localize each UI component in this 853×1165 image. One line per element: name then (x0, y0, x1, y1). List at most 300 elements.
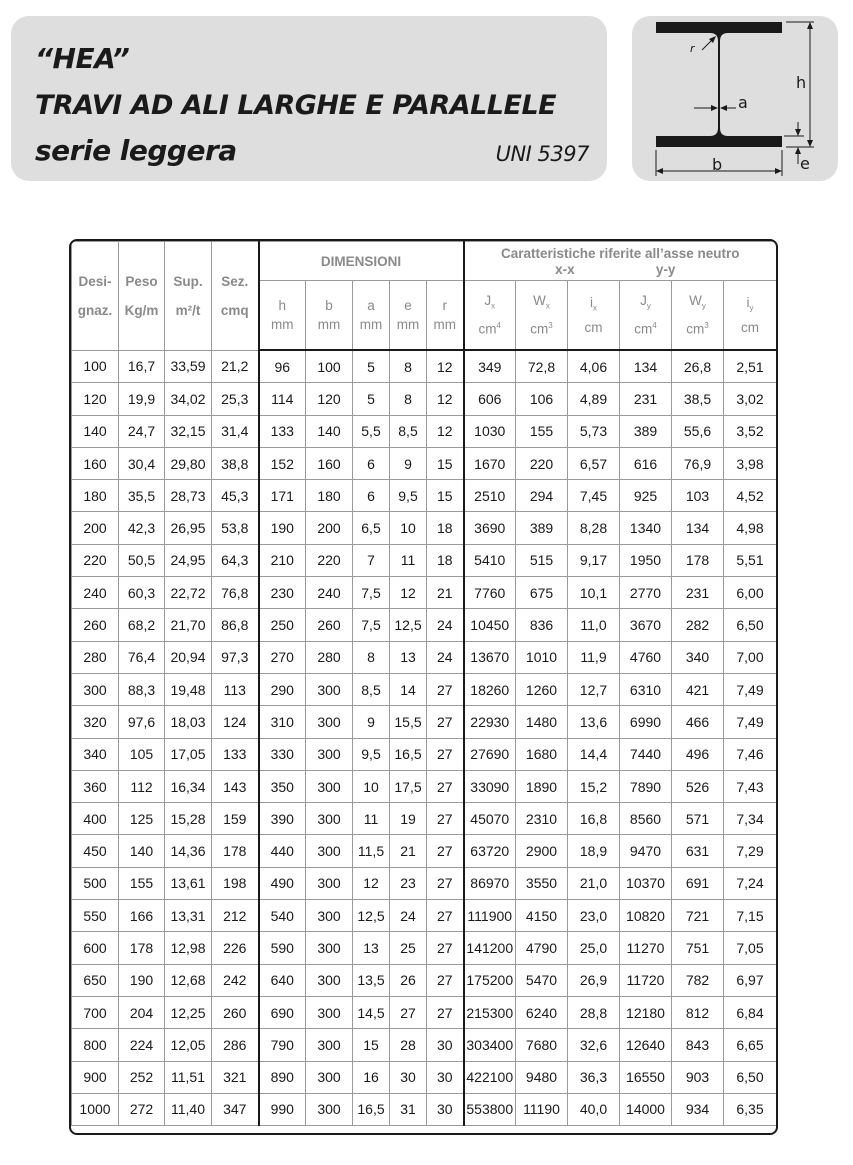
table-cell: 496 (672, 738, 724, 770)
table-cell: 300 (72, 673, 119, 705)
table-cell: 76,9 (672, 447, 724, 479)
table-cell: 6240 (516, 996, 568, 1028)
table-cell: 3,98 (724, 447, 777, 479)
table-cell: 540 (259, 900, 306, 932)
table-cell: 178 (212, 835, 259, 867)
table-cell: 7,49 (724, 673, 777, 705)
table-cell: 11,51 (165, 1061, 212, 1093)
table-cell: 5470 (516, 964, 568, 996)
title-panel (11, 16, 607, 181)
table-cell: 24,95 (165, 544, 212, 576)
table-cell: 1010 (516, 641, 568, 673)
table-cell: 7,24 (724, 867, 777, 899)
table-cell: 50,5 (119, 544, 165, 576)
table-cell: 18 (427, 512, 464, 544)
table-cell: 421 (672, 673, 724, 705)
table-cell: 27 (427, 867, 464, 899)
table-cell: 12,98 (165, 932, 212, 964)
table-cell: 4790 (516, 932, 568, 964)
table-cell: 2770 (620, 577, 672, 609)
table-cell: 300 (306, 706, 353, 738)
table-cell: 18260 (464, 673, 516, 705)
table-cell: 330 (259, 738, 306, 770)
table-cell: 140 (72, 415, 119, 447)
table-cell: 12,25 (165, 996, 212, 1028)
table-row (72, 1029, 777, 1061)
table-cell: 23,0 (568, 900, 620, 932)
table-cell: 782 (672, 964, 724, 996)
table-cell: 12,68 (165, 964, 212, 996)
table-row (72, 544, 777, 576)
table-cell: 230 (259, 577, 306, 609)
table-cell: 640 (259, 964, 306, 996)
table-cell: 14000 (620, 1093, 672, 1125)
table-row (72, 867, 777, 899)
table-cell: 15,28 (165, 803, 212, 835)
table-cell: 16,8 (568, 803, 620, 835)
table-cell: 700 (72, 996, 119, 1028)
table-cell: 300 (306, 964, 353, 996)
table-cell: 12,5 (390, 609, 427, 641)
table-cell: 571 (672, 803, 724, 835)
table-row (72, 738, 777, 770)
table-cell: 1890 (516, 770, 568, 802)
table-cell: 120 (306, 383, 353, 415)
table-cell: 26,8 (672, 350, 724, 383)
table-cell: 30 (427, 1061, 464, 1093)
table-cell: 3,52 (724, 415, 777, 447)
table-cell: 53,8 (212, 512, 259, 544)
table-cell: 11 (390, 544, 427, 576)
table-cell: 6,97 (724, 964, 777, 996)
table-cell: 30,4 (119, 447, 165, 479)
table-cell: 220 (306, 544, 353, 576)
table-cell: 23 (390, 867, 427, 899)
table-cell: 45070 (464, 803, 516, 835)
table-cell: 140 (119, 835, 165, 867)
profile-table-container (69, 239, 778, 1135)
table-cell: 250 (259, 609, 306, 641)
table-cell: 6,35 (724, 1093, 777, 1125)
table-cell: 515 (516, 544, 568, 576)
col-wx-header: $W_x$ $cm^3$ (516, 281, 568, 351)
table-cell: 42,3 (119, 512, 165, 544)
table-cell: 155 (119, 867, 165, 899)
table-cell: 190 (119, 964, 165, 996)
table-cell: 106 (516, 383, 568, 415)
table-cell: 280 (306, 641, 353, 673)
table-cell: 27690 (464, 738, 516, 770)
table-cell: 10 (353, 770, 390, 802)
table-cell: 32,6 (568, 1029, 620, 1061)
title-line-1: “HEA” (35, 42, 130, 75)
table-cell: 350 (259, 770, 306, 802)
table-cell: 5,5 (353, 415, 390, 447)
table-cell: 24 (427, 609, 464, 641)
table-cell: 159 (212, 803, 259, 835)
table-cell: 790 (259, 1029, 306, 1061)
table-cell: 31 (390, 1093, 427, 1125)
table-cell: 6,84 (724, 996, 777, 1028)
profile-table (71, 241, 777, 1126)
table-cell: 310 (259, 706, 306, 738)
table-cell: 7,05 (724, 932, 777, 964)
table-cell: 36,3 (568, 1061, 620, 1093)
table-cell: 490 (259, 867, 306, 899)
table-cell: 16550 (620, 1061, 672, 1093)
table-cell: 22,72 (165, 577, 212, 609)
table-cell: 15,5 (390, 706, 427, 738)
table-cell: 7,46 (724, 738, 777, 770)
table-cell: 7,15 (724, 900, 777, 932)
table-cell: 13,5 (353, 964, 390, 996)
table-cell: 124 (212, 706, 259, 738)
table-cell: 1480 (516, 706, 568, 738)
table-cell: 900 (72, 1061, 119, 1093)
table-cell: 320 (72, 706, 119, 738)
table-cell: 6,57 (568, 447, 620, 479)
table-cell: 450 (72, 835, 119, 867)
table-cell: 526 (672, 770, 724, 802)
table-cell: 133 (259, 415, 306, 447)
table-cell: 32,15 (165, 415, 212, 447)
table-row (72, 383, 777, 415)
table-cell: 13,6 (568, 706, 620, 738)
table-cell: 21,2 (212, 350, 259, 383)
table-cell: 155 (516, 415, 568, 447)
table-cell: 550 (72, 900, 119, 932)
table-cell: 31,4 (212, 415, 259, 447)
table-cell: 112 (119, 770, 165, 802)
table-cell: 286 (212, 1029, 259, 1061)
table-cell: 1680 (516, 738, 568, 770)
table-cell: 45,3 (212, 480, 259, 512)
table-cell: 3690 (464, 512, 516, 544)
table-cell: 300 (306, 770, 353, 802)
table-cell: 220 (72, 544, 119, 576)
table-cell: 3670 (620, 609, 672, 641)
col-peso-header: Peso Kg/m (119, 242, 165, 351)
table-cell: 220 (516, 447, 568, 479)
table-cell: 55,6 (672, 415, 724, 447)
table-cell: 27 (427, 932, 464, 964)
col-jy-header: $J_y$ $cm^4$ (620, 281, 672, 351)
table-row (72, 706, 777, 738)
table-cell: 690 (259, 996, 306, 1028)
table-cell: 6,50 (724, 609, 777, 641)
table-cell: 30 (390, 1061, 427, 1093)
col-jx-header: $J_x$ $cm^4$ (464, 281, 516, 351)
table-cell: 14,5 (353, 996, 390, 1028)
table-cell: 282 (672, 609, 724, 641)
table-cell: 64,3 (212, 544, 259, 576)
table-cell: 1670 (464, 447, 516, 479)
table-cell: 1260 (516, 673, 568, 705)
table-cell: 111900 (464, 900, 516, 932)
table-cell: 6,65 (724, 1029, 777, 1061)
table-cell: 300 (306, 673, 353, 705)
label-e: e (800, 154, 810, 173)
table-cell: 100 (72, 350, 119, 383)
table-cell: 2,51 (724, 350, 777, 383)
col-ix-header: $i_x$ cm (568, 281, 620, 351)
table-cell: 141200 (464, 932, 516, 964)
table-cell: 17,05 (165, 738, 212, 770)
table-cell: 400 (72, 803, 119, 835)
col-iy-header: $i_y$ cm (724, 281, 777, 351)
table-cell: 836 (516, 609, 568, 641)
table-cell: 15 (353, 1029, 390, 1061)
col-wy-header: $W_y$ $cm^3$ (672, 281, 724, 351)
table-row (72, 641, 777, 673)
table-cell: 160 (72, 447, 119, 479)
table-cell: 616 (620, 447, 672, 479)
table-cell: 7890 (620, 770, 672, 802)
table-cell: 606 (464, 383, 516, 415)
table-cell: 631 (672, 835, 724, 867)
table-row (72, 577, 777, 609)
table-cell: 18 (427, 544, 464, 576)
table-cell: 25,3 (212, 383, 259, 415)
table-row (72, 803, 777, 835)
table-cell: 133 (212, 738, 259, 770)
table-cell: 21,0 (568, 867, 620, 899)
group-caratteristiche-header: Caratteristiche riferite all’asse neutro x-x y-y (464, 242, 777, 281)
table-cell: 215300 (464, 996, 516, 1028)
table-cell: 21 (390, 835, 427, 867)
beam-cross-section-diagram (632, 16, 838, 181)
table-cell: 10450 (464, 609, 516, 641)
table-cell: 8 (390, 383, 427, 415)
table-cell: 890 (259, 1061, 306, 1093)
table-cell: 12,05 (165, 1029, 212, 1061)
table-cell: 9,5 (353, 738, 390, 770)
table-cell: 17,5 (390, 770, 427, 802)
table-cell: 8,5 (390, 415, 427, 447)
title-line-3: serie leggera (35, 134, 237, 167)
table-cell: 18,03 (165, 706, 212, 738)
table-row (72, 900, 777, 932)
table-cell: 721 (672, 900, 724, 932)
table-row (72, 350, 777, 383)
table-cell: 76,4 (119, 641, 165, 673)
label-b: b (712, 155, 723, 174)
table-cell: 240 (72, 577, 119, 609)
table-cell: 16,7 (119, 350, 165, 383)
table-row (72, 835, 777, 867)
table-cell: 8 (390, 350, 427, 383)
table-cell: 7760 (464, 577, 516, 609)
table-cell: 13 (390, 641, 427, 673)
table-cell: 347 (212, 1093, 259, 1125)
table-cell: 204 (119, 996, 165, 1028)
table-cell: 590 (259, 932, 306, 964)
table-cell: 27 (427, 738, 464, 770)
table-cell: 9,17 (568, 544, 620, 576)
table-cell: 5,51 (724, 544, 777, 576)
table-cell: 9 (353, 706, 390, 738)
table-cell: 27 (427, 770, 464, 802)
table-cell: 140 (306, 415, 353, 447)
table-cell: 34,02 (165, 383, 212, 415)
table-row (72, 964, 777, 996)
table-cell: 5 (353, 383, 390, 415)
table-cell: 190 (259, 512, 306, 544)
table-cell: 303400 (464, 1029, 516, 1061)
col-sup-header: Sup. m²/t (165, 242, 212, 351)
table-cell: 2310 (516, 803, 568, 835)
table-cell: 422100 (464, 1061, 516, 1093)
table-cell: 16,34 (165, 770, 212, 802)
table-cell: 27 (390, 996, 427, 1028)
table-cell: 1000 (72, 1093, 119, 1125)
table-cell: 2510 (464, 480, 516, 512)
table-cell: 272 (119, 1093, 165, 1125)
table-cell: 9470 (620, 835, 672, 867)
table-cell: 14,4 (568, 738, 620, 770)
table-cell: 200 (306, 512, 353, 544)
table-cell: 12640 (620, 1029, 672, 1061)
table-cell: 6,50 (724, 1061, 777, 1093)
table-cell: 5 (353, 350, 390, 383)
table-cell: 180 (306, 480, 353, 512)
table-cell: 11720 (620, 964, 672, 996)
table-cell: 38,8 (212, 447, 259, 479)
table-cell: 10,1 (568, 577, 620, 609)
table-cell: 6 (353, 447, 390, 479)
table-cell: 19 (390, 803, 427, 835)
table-cell: 60,3 (119, 577, 165, 609)
table-cell: 20,94 (165, 641, 212, 673)
table-cell: 8,5 (353, 673, 390, 705)
table-cell: 27 (427, 996, 464, 1028)
table-cell: 4,89 (568, 383, 620, 415)
table-cell: 12 (427, 415, 464, 447)
table-cell: 290 (259, 673, 306, 705)
table-cell: 389 (620, 415, 672, 447)
table-cell: 19,48 (165, 673, 212, 705)
col-a-header: a mm (353, 281, 390, 351)
table-cell: 38,5 (672, 383, 724, 415)
table-cell: 21 (427, 577, 464, 609)
table-row (72, 1093, 777, 1125)
table-cell: 12 (390, 577, 427, 609)
table-cell: 171 (259, 480, 306, 512)
table-cell: 11,9 (568, 641, 620, 673)
table-row (72, 609, 777, 641)
col-h-header: h mm (259, 281, 306, 351)
axis-xx-label: x-x (555, 262, 575, 277)
table-cell: 72,8 (516, 350, 568, 383)
table-cell: 6,5 (353, 512, 390, 544)
table-cell: 300 (306, 867, 353, 899)
table-cell: 4150 (516, 900, 568, 932)
table-cell: 40,0 (568, 1093, 620, 1125)
table-cell: 33,59 (165, 350, 212, 383)
table-cell: 12,7 (568, 673, 620, 705)
table-cell: 300 (306, 738, 353, 770)
table-cell: 691 (672, 867, 724, 899)
table-cell: 26,95 (165, 512, 212, 544)
table-cell: 11 (353, 803, 390, 835)
table-cell: 212 (212, 900, 259, 932)
table-row (72, 1061, 777, 1093)
table-cell: 68,2 (119, 609, 165, 641)
table-cell: 11,5 (353, 835, 390, 867)
table-cell: 12 (353, 867, 390, 899)
table-cell: 340 (72, 738, 119, 770)
table-cell: 7,29 (724, 835, 777, 867)
table-cell: 16,5 (353, 1093, 390, 1125)
table-cell: 990 (259, 1093, 306, 1125)
table-cell: 260 (306, 609, 353, 641)
table-cell: 114 (259, 383, 306, 415)
table-cell: 15,2 (568, 770, 620, 802)
table-cell: 675 (516, 577, 568, 609)
table-cell: 231 (620, 383, 672, 415)
table-cell: 7440 (620, 738, 672, 770)
table-cell: 466 (672, 706, 724, 738)
table-cell: 12 (427, 350, 464, 383)
table-cell: 27 (427, 803, 464, 835)
table-cell: 24,7 (119, 415, 165, 447)
table-cell: 1340 (620, 512, 672, 544)
table-cell: 6310 (620, 673, 672, 705)
table-cell: 35,5 (119, 480, 165, 512)
table-cell: 300 (306, 1093, 353, 1125)
table-cell: 10 (390, 512, 427, 544)
table-cell: 7,34 (724, 803, 777, 835)
table-cell: 934 (672, 1093, 724, 1125)
table-cell: 30 (427, 1029, 464, 1061)
table-cell: 120 (72, 383, 119, 415)
table-cell: 800 (72, 1029, 119, 1061)
table-cell: 16 (353, 1061, 390, 1093)
table-cell: 4760 (620, 641, 672, 673)
table-cell: 25 (390, 932, 427, 964)
table-cell: 152 (259, 447, 306, 479)
table-cell: 15 (427, 480, 464, 512)
table-cell: 86970 (464, 867, 516, 899)
table-cell: 300 (306, 1029, 353, 1061)
table-cell: 340 (672, 641, 724, 673)
table-cell: 294 (516, 480, 568, 512)
table-cell: 4,52 (724, 480, 777, 512)
table-cell: 4,06 (568, 350, 620, 383)
table-cell: 24 (390, 900, 427, 932)
label-a: a (738, 93, 748, 112)
table-cell: 134 (620, 350, 672, 383)
table-cell: 175200 (464, 964, 516, 996)
table-cell: 96 (259, 350, 306, 383)
table-cell: 1950 (620, 544, 672, 576)
table-cell: 3550 (516, 867, 568, 899)
table-cell: 903 (672, 1061, 724, 1093)
table-cell: 180 (72, 480, 119, 512)
table-cell: 300 (306, 803, 353, 835)
table-row (72, 447, 777, 479)
table-cell: 440 (259, 835, 306, 867)
table-cell: 143 (212, 770, 259, 802)
table-cell: 134 (672, 512, 724, 544)
table-cell: 21,70 (165, 609, 212, 641)
table-cell: 26 (390, 964, 427, 996)
table-cell: 7680 (516, 1029, 568, 1061)
table-cell: 27 (427, 673, 464, 705)
table-cell: 349 (464, 350, 516, 383)
table-row (72, 996, 777, 1028)
table-cell: 224 (119, 1029, 165, 1061)
